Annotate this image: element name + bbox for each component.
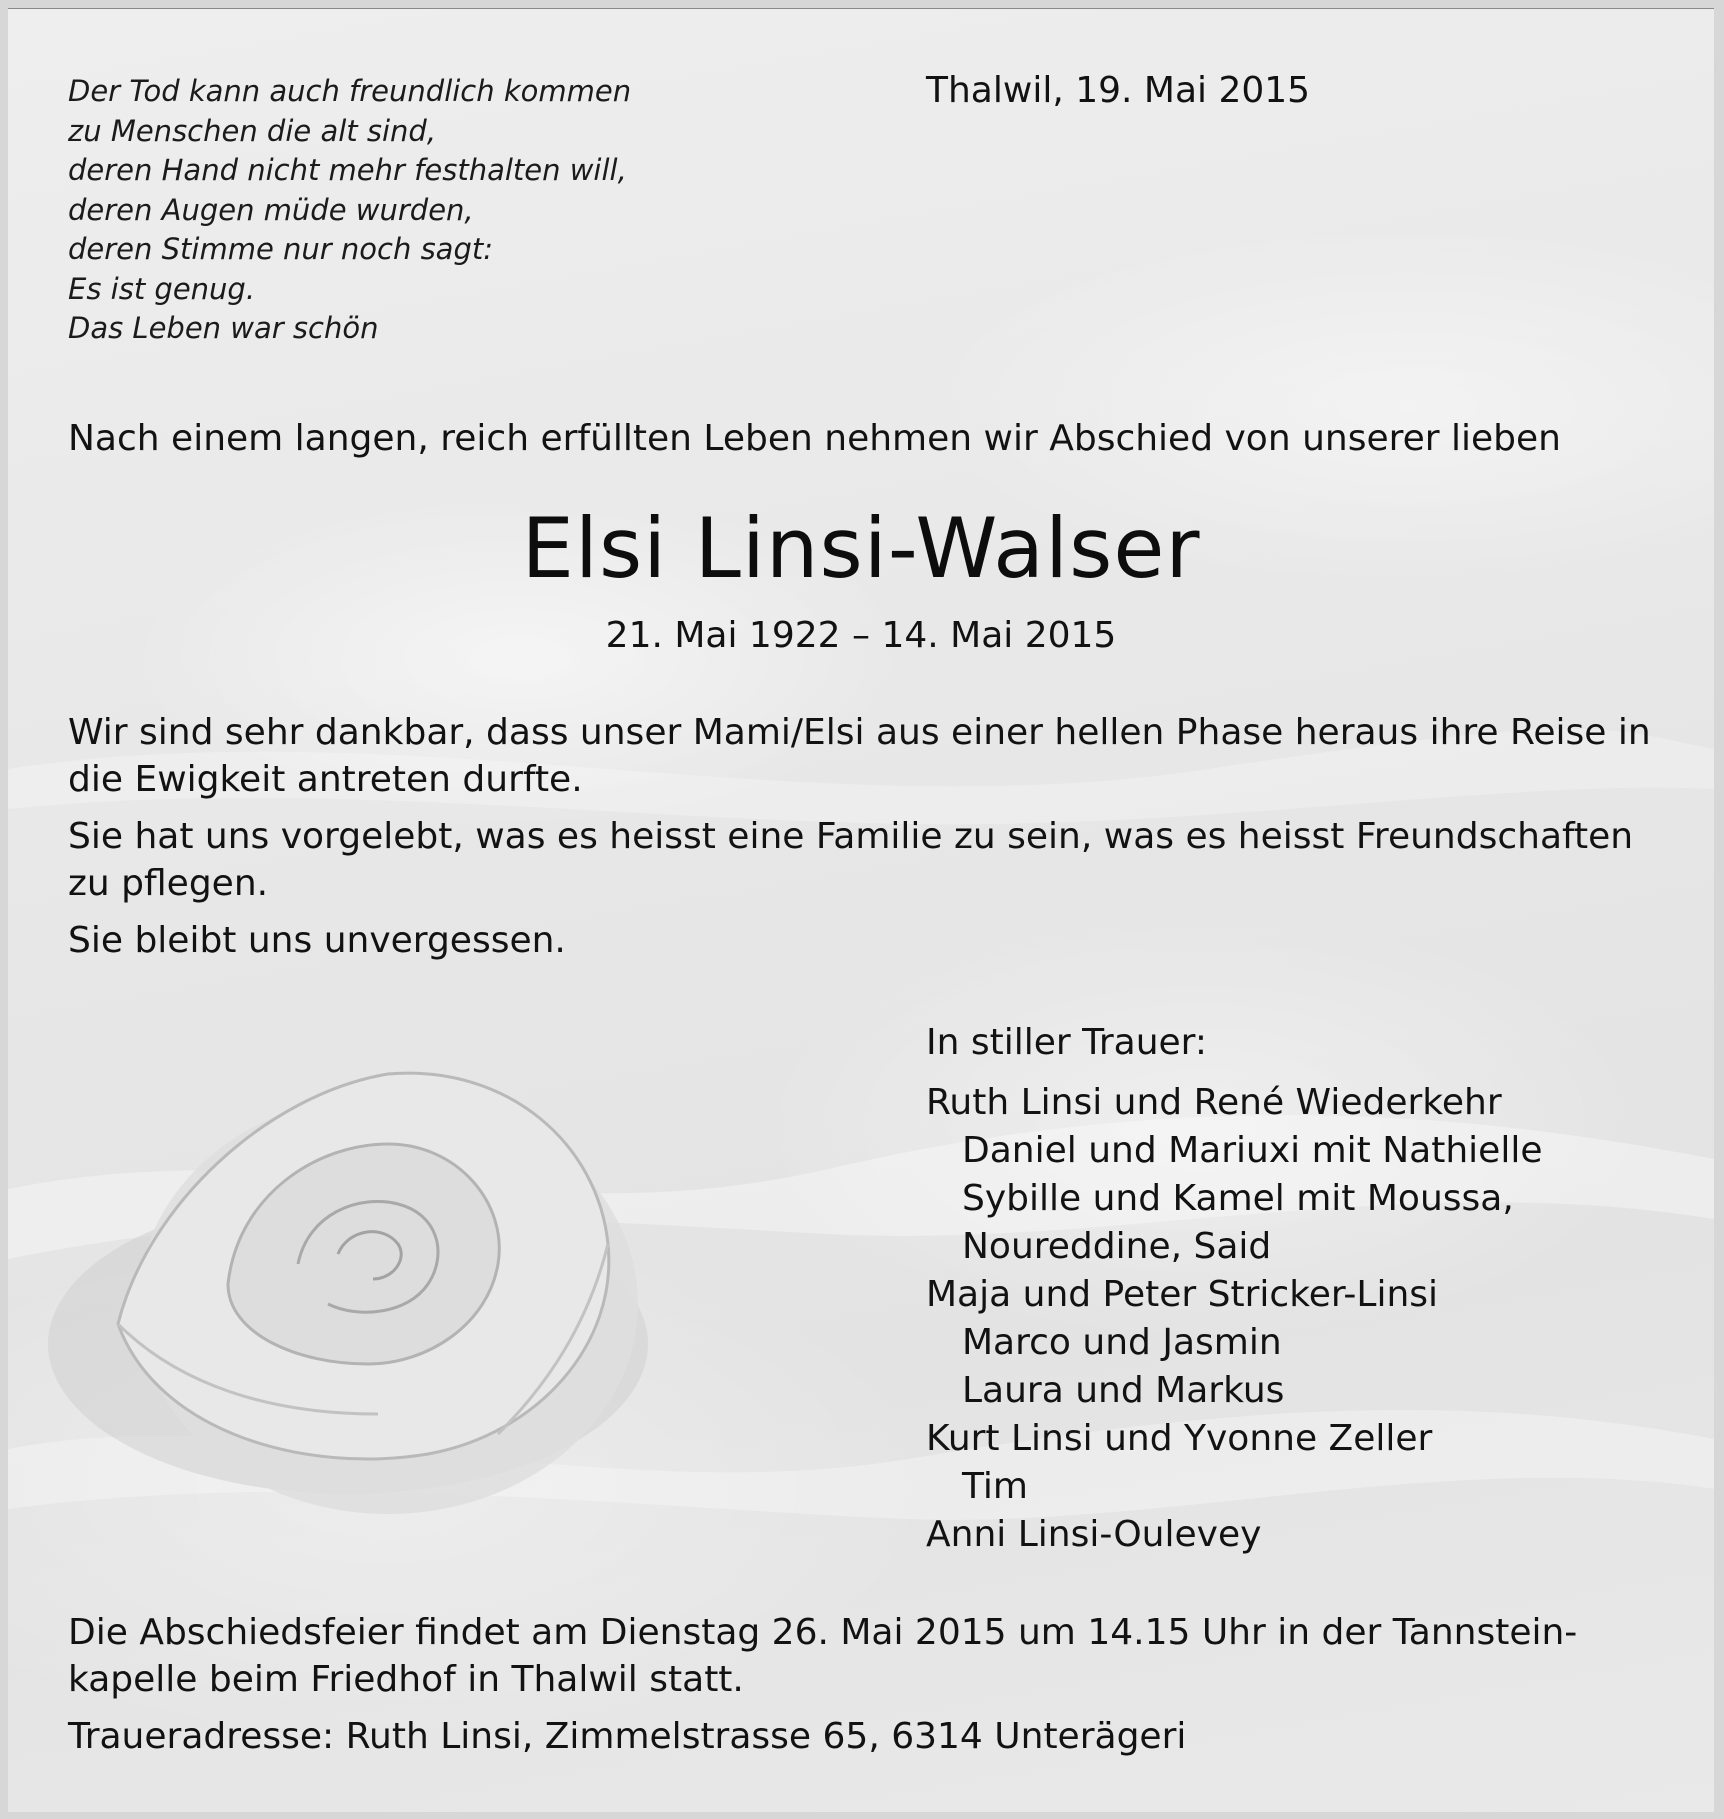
poem-line: zu Menschen die alt sind, xyxy=(68,113,437,148)
mourner-line: Noureddine, Said xyxy=(962,1226,1272,1267)
deceased-name: Elsi Linsi-Walser xyxy=(521,500,1201,597)
mourners-heading: In stiller Trauer: xyxy=(926,1022,1207,1063)
mourner-line: Maja und Peter Stricker-Linsi xyxy=(926,1274,1439,1315)
mourner-line: Tim xyxy=(962,1466,1028,1507)
intro-sentence: Nach einem langen, reich erfüllten Leben nehmen wir Abschied von unserer lieben xyxy=(68,418,1561,459)
mourner-line: Kurt Linsi und Yvonne Zeller xyxy=(926,1418,1433,1459)
rose-icon xyxy=(48,1073,648,1514)
mourners-list xyxy=(926,1019,1686,1559)
mourning-address: Traueradresse: Ruth Linsi, Zimmelstrasse 65, 6314 Unterägeri xyxy=(68,1716,1187,1757)
mourner-line: Daniel und Mariuxi mit Nathielle xyxy=(962,1130,1543,1171)
poem-line: Das Leben war schön xyxy=(68,311,379,345)
poem-line: deren Stimme nur noch sagt: xyxy=(68,232,494,266)
poem-line: deren Hand nicht mehr festhalten will, xyxy=(68,153,627,187)
poem xyxy=(68,72,788,349)
mourner-line: Marco und Jasmin xyxy=(962,1322,1282,1363)
life-dates: 21. Mai 1922 – 14. Mai 2015 xyxy=(605,615,1117,656)
poem-line: deren Augen müde wurden, xyxy=(68,192,474,227)
ceremony-info: Die Abschiedsfeier findet am Dienstag 26. Mai 2015 um 14.15 Uhr in der Tannstein-kapelle beim Friedhof in Thalwil statt. xyxy=(68,1612,1578,1700)
tribute-paragraph: Sie hat uns vorgelebt, was es heisst eine Familie zu sein, was es heisst Freundschaften zu pflegen. xyxy=(68,816,1634,904)
poem-line: Der Tod kann auch freundlich kommen xyxy=(68,74,632,108)
tribute-paragraph: Wir sind sehr dankbar, dass unser Mami/Elsi aus einer hellen Phase heraus ihre Reise in die Ewigkeit antreten durfte. xyxy=(68,712,1651,800)
place-date: Thalwil, 19. Mai 2015 xyxy=(926,70,1311,111)
tribute-paragraph: Sie bleibt uns unvergessen. xyxy=(68,920,566,961)
poem-line: Es ist genug. xyxy=(68,271,256,306)
obituary-notice xyxy=(8,8,1714,1812)
mourner-line: Ruth Linsi und René Wiederkehr xyxy=(926,1082,1502,1123)
tribute-text xyxy=(68,709,1668,974)
closing-info xyxy=(68,1609,1668,1770)
mourner-line: Laura und Markus xyxy=(962,1370,1285,1411)
mourner-line: Anni Linsi-Oulevey xyxy=(926,1514,1262,1555)
mourner-line: Sybille und Kamel mit Moussa, xyxy=(962,1178,1514,1219)
